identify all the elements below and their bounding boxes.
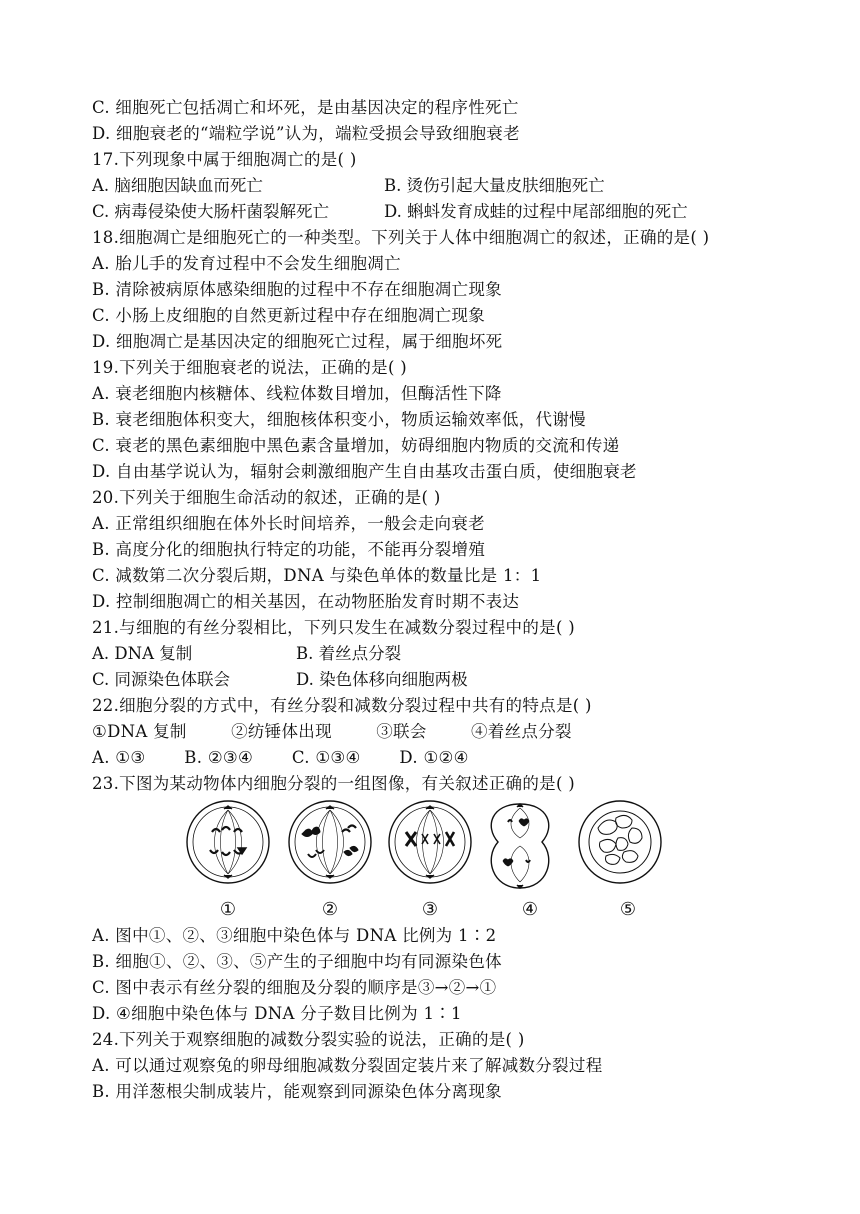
q21-option-d: D. 染色体移向细胞两极 bbox=[296, 670, 468, 689]
q23-option-a: A. 图中①、②、③细胞中染色体与 DNA 比例为 1∶2 bbox=[92, 926, 497, 945]
q18-stem: 18.细胞凋亡是细胞死亡的一种类型。下列关于人体中细胞凋亡的叙述，正确的是( ) bbox=[92, 228, 710, 247]
figure-label-1: ① bbox=[219, 899, 237, 920]
q19-stem: 19.下列关于细胞衰老的说法，正确的是( ) bbox=[92, 358, 407, 377]
q21-option-b: B. 着丝点分裂 bbox=[296, 644, 402, 663]
q23-stem: 23.下图为某动物体内细胞分裂的一组图像，有关叙述正确的是( ) bbox=[92, 774, 575, 793]
cell-division-figure bbox=[180, 798, 680, 922]
cell-division-diagram bbox=[180, 798, 680, 922]
q20-option-b: B. 高度分化的细胞执行特定的功能，不能再分裂增殖 bbox=[92, 540, 486, 559]
q16-option-d: D. 细胞衰老的“端粒学说”认为，端粒受损会导致细胞衰老 bbox=[92, 124, 520, 143]
q19-option-a: A. 衰老细胞内核糖体、线粒体数目增加，但酶活性下降 bbox=[92, 384, 502, 403]
q21-options-row1 bbox=[92, 644, 692, 664]
cell-diagram-2 bbox=[289, 801, 371, 883]
q18-option-c: C. 小肠上皮细胞的自然更新过程中存在细胞凋亡现象 bbox=[92, 306, 486, 325]
q22-stem: 22.细胞分裂的方式中，有丝分裂和减数分裂过程中共有的特点是( ) bbox=[92, 696, 592, 715]
cell-diagram-1 bbox=[187, 801, 269, 883]
q17-option-c: C. 病毒侵染使大肠杆菌裂解死亡 bbox=[92, 202, 330, 221]
q24-stem: 24.下列关于观察细胞的减数分裂实验的说法，正确的是( ) bbox=[92, 1030, 525, 1049]
q19-option-b: B. 衰老细胞体积变大，细胞核体积变小，物质运输效率低，代谢慢 bbox=[92, 410, 586, 429]
q17-option-b: B. 烫伤引起大量皮肤细胞死亡 bbox=[384, 176, 605, 195]
figure-label-5: ⑤ bbox=[619, 899, 637, 920]
q20-option-a: A. 正常组织细胞在体外长时间培养，一般会走向衰老 bbox=[92, 514, 485, 533]
cell-diagram-4 bbox=[491, 804, 548, 888]
q24-option-a: A. 可以通过观察兔的卵母细胞减数分裂固定装片来了解减数分裂过程 bbox=[92, 1056, 603, 1075]
q23-option-b: B. 细胞①、②、③、⑤产生的子细胞中均有同源染色体 bbox=[92, 952, 502, 971]
figure-label-2: ② bbox=[321, 899, 339, 920]
q20-stem: 20.下列关于细胞生命活动的叙述，正确的是( ) bbox=[92, 488, 441, 507]
cell-diagram-3 bbox=[389, 801, 471, 883]
q23-option-c: C. 图中表示有丝分裂的细胞及分裂的顺序是③→②→① bbox=[92, 978, 497, 997]
q19-option-c: C. 衰老的黑色素细胞中黑色素含量增加，妨碍细胞内物质的交流和传递 bbox=[92, 436, 620, 455]
q18-option-a: A. 胎儿手的发育过程中不会发生细胞凋亡 bbox=[92, 254, 401, 273]
q21-stem: 21.与细胞的有丝分裂相比，下列只发生在减数分裂过程中的是( ) bbox=[92, 618, 575, 637]
q19-option-d: D. 自由基学说认为，辐射会刺激细胞产生自由基攻击蛋白质，使细胞衰老 bbox=[92, 462, 637, 481]
q17-option-a: A. 脑细胞因缺血而死亡 bbox=[92, 176, 263, 195]
q20-option-d: D. 控制细胞凋亡的相关基因，在动物胚胎发育时期不表达 bbox=[92, 592, 520, 611]
q17-stem: 17.下列现象中属于细胞凋亡的是( ) bbox=[92, 150, 357, 169]
q17-option-d: D. 蝌蚪发育成蛙的过程中尾部细胞的死亡 bbox=[384, 202, 688, 221]
cell-diagram-5 bbox=[579, 801, 661, 883]
q16-option-c: C. 细胞死亡包括凋亡和坏死，是由基因决定的程序性死亡 bbox=[92, 98, 519, 117]
q17-options-row2 bbox=[92, 202, 792, 222]
q22-items: ①DNA 复制 ②纺锤体出现 ③联会 ④着丝点分裂 bbox=[92, 722, 572, 741]
q21-option-c: C. 同源染色体联会 bbox=[92, 670, 231, 689]
q24-option-b: B. 用洋葱根尖制成装片，能观察到同源染色体分离现象 bbox=[92, 1082, 502, 1101]
q23-option-d: D. ④细胞中染色体与 DNA 分子数目比例为 1∶1 bbox=[92, 1004, 462, 1023]
q18-option-d: D. 细胞凋亡是基因决定的细胞死亡过程，属于细胞坏死 bbox=[92, 332, 503, 351]
q17-options-row1 bbox=[92, 176, 792, 196]
figure-label-3: ③ bbox=[421, 899, 439, 920]
q18-option-b: B. 清除被病原体感染细胞的过程中不存在细胞凋亡现象 bbox=[92, 280, 502, 299]
q22-options: A. ①③ B. ②③④ C. ①③④ D. ①②④ bbox=[92, 748, 469, 767]
figure-label-4: ④ bbox=[521, 899, 539, 920]
q21-option-a: A. DNA 复制 bbox=[92, 644, 193, 663]
q20-option-c: C. 减数第二次分裂后期，DNA 与染色单体的数量比是 1：1 bbox=[92, 566, 542, 585]
q21-options-row2 bbox=[92, 670, 692, 690]
